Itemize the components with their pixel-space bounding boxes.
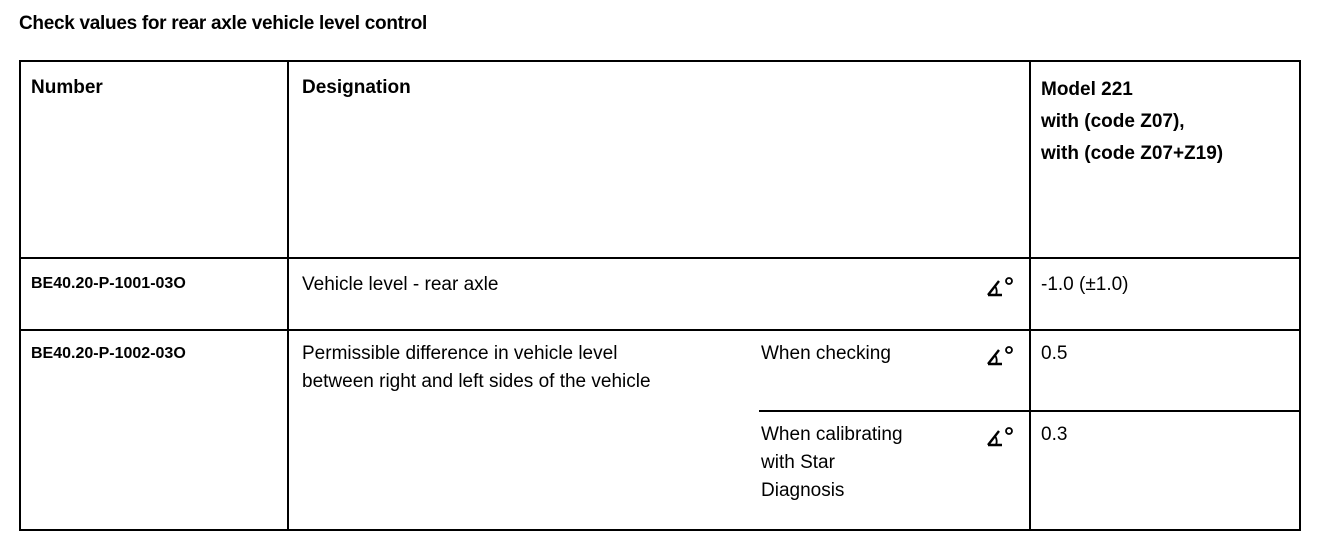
row1-designation: Vehicle level - rear axle bbox=[302, 274, 499, 295]
row2-designation-line1: Permissible difference in vehicle level bbox=[302, 343, 618, 364]
row2-sub2-condition-line1: When calibrating bbox=[761, 424, 903, 445]
row2-sub1-value: 0.5 bbox=[1041, 343, 1068, 364]
row2-sub2-condition-line2: with Star bbox=[761, 452, 835, 473]
row2-designation-line2: between right and left sides of the vehicle bbox=[302, 371, 651, 392]
row2-designation bbox=[302, 340, 651, 396]
header-model-line3: with (code Z07+Z19) bbox=[1041, 143, 1224, 164]
row1-number: BE40.20-P-1001-03O bbox=[31, 275, 186, 292]
angle-degree-icon bbox=[984, 425, 1014, 449]
row-divider bbox=[21, 257, 1299, 259]
row1-value: -1.0 (±1.0) bbox=[1041, 274, 1129, 295]
row2-sub2-condition bbox=[761, 421, 903, 505]
row2-number: BE40.20-P-1002-03O bbox=[31, 345, 186, 362]
row-divider bbox=[759, 410, 1299, 412]
page-title: Check values for rear axle vehicle level control bbox=[19, 13, 428, 34]
header-designation: Designation bbox=[302, 77, 411, 98]
header-model bbox=[1041, 74, 1223, 170]
row2-sub2-condition-line3: Diagnosis bbox=[761, 480, 845, 501]
row2-sub1-condition: When checking bbox=[761, 343, 891, 364]
header-number: Number bbox=[31, 77, 103, 98]
row2-sub2-value: 0.3 bbox=[1041, 424, 1068, 445]
column-divider bbox=[287, 62, 289, 529]
row-divider bbox=[21, 329, 1299, 331]
angle-degree-icon bbox=[984, 344, 1014, 368]
header-model-line1: Model 221 bbox=[1041, 79, 1133, 100]
angle-degree-icon bbox=[984, 275, 1014, 299]
check-values-table bbox=[19, 60, 1301, 531]
column-divider bbox=[1029, 62, 1031, 529]
header-model-line2: with (code Z07), bbox=[1041, 111, 1185, 132]
